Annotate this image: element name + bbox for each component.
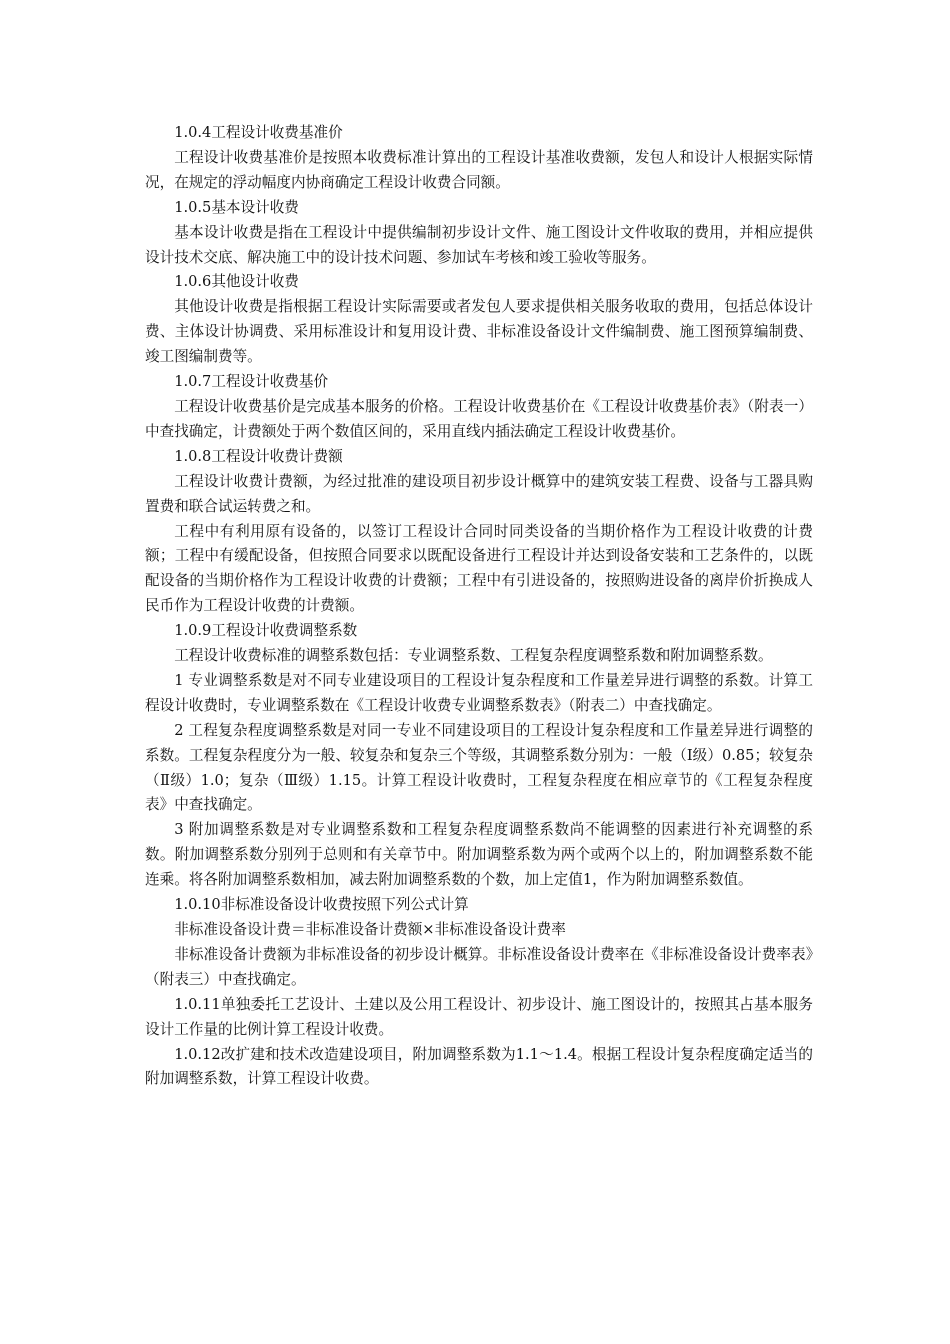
section-heading-1-0-6: 1.0.6其他设计收费 [174,273,299,291]
section-1-0-12: 1.0.12改扩建和技术改造建设项目，附加调整系数为1.1～1.4。根据工程设计复杂程度确定适当的附加调整系数，计算工程设计收费。 [145,1045,813,1088]
document-body [145,121,813,1092]
paragraph-basic-design-fee: 基本设计收费是指在工程设计中提供编制初步设计文件、施工图设计文件收取的费用，并相应提供设计技术交底、解决施工中的设计技术问题、参加试车考核和竣工验收等服务。 [145,223,813,266]
list-item-professional-coefficient: 1 专业调整系数是对不同专业建设项目的工程设计复杂程度和工作量差异进行调整的系数。计算工程设计收费时，专业调整系数在《工程设计收费专业调整系数表》（附表二）中查找确定。 [145,671,813,714]
section-1-0-11: 1.0.11单独委托工艺设计、土建以及公用工程设计、初步设计、施工图设计的，按照其占基本服务设计工作量的比例计算工程设计收费。 [145,995,813,1038]
list-item-additional-coefficient: 3 附加调整系数是对专业调整系数和工程复杂程度调整系数尚不能调整的因素进行补充调整的系数。附加调整系数分别列于总则和有关章节中。附加调整系数为两个或两个以上的，附加调整系数不能连乘。将各附加调整系数相加，减去附加调整系数的个数，加上定值1，作为附加调整系数值。 [145,821,813,889]
paragraph-nonstandard-equipment: 非标准设备计费额为非标准设备的初步设计概算。非标准设备设计费率在《非标准设备设计费率表》（附表三）中查找确定。 [145,945,813,988]
section-heading-1-0-8: 1.0.8工程设计收费计费额 [174,447,343,465]
paragraph-base-price-definition: 工程设计收费基准价是按照本收费标准计算出的工程设计基准收费额，发包人和设计人根据实际情况，在规定的浮动幅度内协商确定工程设计收费合同额。 [145,148,813,191]
paragraph-fee-amount: 工程设计收费计费额，为经过批准的建设项目初步设计概算中的建筑安装工程费、设备与工器具购置费和联合试运转费之和。 [145,472,813,515]
section-heading-1-0-4: 1.0.4工程设计收费基准价 [174,124,343,141]
section-heading-1-0-9: 1.0.9工程设计收费调整系数 [174,622,358,640]
section-heading-1-0-10: 1.0.10非标准设备设计收费按照下列公式计算 [174,896,469,914]
formula-nonstandard-equipment: 非标准设备设计费＝非标准设备计费额×非标准设备设计费率 [174,921,566,938]
section-heading-1-0-5: 1.0.5基本设计收费 [174,198,299,216]
paragraph-fee-base-price: 工程设计收费基价是完成基本服务的价格。工程设计收费基价在《工程设计收费基价表》（附表一）中查找确定，计费额处于两个数值区间的，采用直线内插法确定工程设计收费基价。 [145,397,813,440]
list-item-complexity-coefficient: 2 工程复杂程度调整系数是对同一专业不同建设项目的工程设计复杂程度和工作量差异进行调整的系数。工程复杂程度分为一般、较复杂和复杂三个等级，其调整系数分别为：一般（Ⅰ级）0.85；较复杂（Ⅱ级）1.0；复杂（Ⅲ级）1.15。计算工程设计收费时，工程复杂程度在相应章节的《工程复杂程度表》中查找确定。 [145,721,813,814]
section-heading-1-0-7: 1.0.7工程设计收费基价 [174,373,329,391]
paragraph-existing-equipment: 工程中有利用原有设备的，以签订工程设计合同时同类设备的当期价格作为工程设计收费的计费额；工程中有缓配设备，但按照合同要求以既配设备进行工程设计并达到设备安装和工艺条件的，以既配设备的当期价格作为工程设计收费的计费额；工程中有引进设备的，按照购进设备的离岸价折换成人民币作为工程设计收费的计费额。 [145,522,813,615]
paragraph-adjustment-coefficients: 工程设计收费标准的调整系数包括：专业调整系数、工程复杂程度调整系数和附加调整系数。 [174,647,773,665]
paragraph-other-design-fee: 其他设计收费是指根据工程设计实际需要或者发包人要求提供相关服务收取的费用，包括总体设计费、主体设计协调费、采用标准设计和复用设计费、非标准设备设计文件编制费、施工图预算编制费、竣工图编制费等。 [145,298,813,366]
